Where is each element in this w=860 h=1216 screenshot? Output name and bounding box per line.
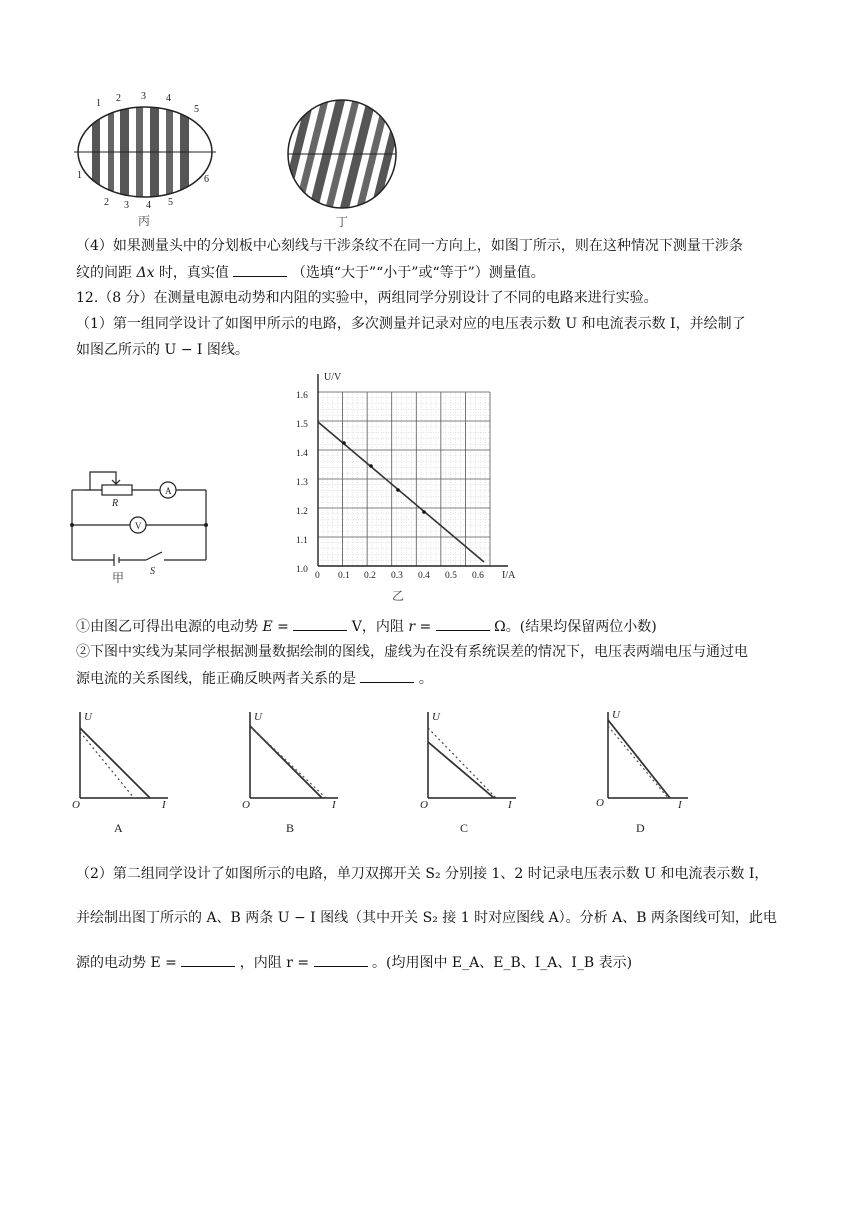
switch-icon [146, 552, 162, 560]
text-span: 纹的间距 [76, 265, 132, 281]
option-c-label: C [460, 821, 469, 835]
bing-bottom-label: 4 [146, 200, 151, 211]
origin-label: O [596, 797, 604, 809]
figure-ding [282, 94, 402, 232]
figure-bing [70, 92, 220, 232]
y-tick-label: 1.4 [296, 449, 308, 459]
axis-i-label: I [678, 799, 682, 811]
solid-line [250, 726, 322, 798]
axis-i-label: I [508, 799, 512, 811]
label-r: R [112, 498, 119, 509]
q11-part4-line2 [76, 262, 545, 283]
origin-label: O [242, 799, 250, 811]
option-c-graph[interactable] [418, 706, 538, 836]
answer-blank-e[interactable] [293, 616, 347, 631]
q12-q2-line2 [76, 668, 433, 689]
option-a-label: A [114, 821, 123, 835]
data-point [422, 510, 426, 514]
label-v: V [135, 521, 142, 531]
q12-part2-line2: 并绘制出图丁所示的 A、B 两条 U − I 图线（其中开关 S₂ 接 1 时对应图线 A）。分析 A、B 两条图线可知，此电 [76, 910, 777, 926]
y-tick-label: 1.2 [296, 507, 308, 517]
q12-q2-line1: ②下图中实线为某同学根据测量数据绘制的图线，虚线为在没有系统误差的情况下，电压表两端电压与通过电 [76, 644, 748, 660]
dashed-line [428, 728, 496, 798]
option-b-label: B [286, 821, 295, 835]
q12-header: 12.（8 分）在测量电源电动势和内阻的实验中，两组同学分别设计了不同的电路来进行实验。 [76, 290, 658, 306]
data-point [342, 441, 346, 445]
axis-i-label: I [332, 799, 336, 811]
y-tick-label: 1.3 [296, 478, 308, 488]
var-r: r [408, 619, 416, 635]
bing-side-label: 6 [204, 174, 209, 185]
var-e: E [262, 619, 273, 635]
delta-x-var: Δx [136, 265, 155, 281]
bing-top-label: 3 [141, 91, 146, 102]
text-span: 源电流的关系图线，能正确反映两者关系的是 [76, 671, 356, 687]
axis-u-label: U [84, 711, 92, 723]
dashed-line [252, 728, 326, 798]
origin-label: O [72, 799, 80, 811]
answer-blank-r2[interactable] [314, 952, 368, 967]
y-tick-label: 1.5 [296, 420, 308, 430]
y-tick-label: 1.6 [296, 391, 308, 401]
bing-side-label: 1 [77, 170, 82, 181]
data-point [369, 464, 373, 468]
options-row [70, 706, 790, 836]
text-span: （选填“大于”“小于”或“等于”）测量值。 [291, 265, 545, 281]
bing-top-label: 4 [166, 93, 171, 104]
x-tick-label: 0.4 [418, 571, 430, 581]
graph-yi [294, 370, 544, 602]
bing-top-label: 2 [116, 93, 121, 104]
x-tick-label: 0.3 [391, 571, 403, 581]
answer-blank-r[interactable] [436, 616, 490, 631]
bing-caption: 丙 [138, 214, 151, 228]
label-a: A [165, 486, 172, 496]
q12-q1-line: ①由图乙可得出电源的电动势 E = V，内阻 r = Ω。(结果均保留两位小数) [76, 616, 657, 637]
q11-part4-line1: （4）如果测量头中的分划板中心刻线与干涉条纹不在同一方向上，如图丁所示，则在这种情况下测量干涉条 [76, 238, 743, 254]
bing-bottom-label: 3 [124, 200, 129, 211]
solid-line [80, 728, 150, 798]
bing-top-label: 5 [194, 104, 199, 115]
answer-blank[interactable] [233, 262, 287, 277]
q12-part2-line3 [76, 952, 632, 973]
bing-bottom-label: 5 [168, 197, 173, 208]
x-axis-label: I/A [502, 570, 516, 581]
text-span: 。(均用图中 E_A、E_B、I_A、I_B 表示) [372, 955, 633, 971]
solid-line [428, 742, 494, 798]
q12-part1-line1: （1）第一组同学设计了如图甲所示的电路，多次测量并记录对应的电压表示数 U 和电流表示数 I，并绘制了 [76, 316, 746, 332]
solid-line [608, 720, 670, 798]
rheostat-body [102, 485, 132, 495]
option-b-graph[interactable] [240, 706, 360, 836]
q12-part2-line1: （2）第二组同学设计了如图所示的电路，单刀双掷开关 S₂ 分别接 1、2 时记录电压表示数 U 和电流表示数 I， [76, 866, 769, 882]
origin-label: O [420, 799, 428, 811]
axis-u-label: U [432, 711, 440, 723]
answer-blank-choice[interactable] [360, 668, 414, 683]
text-span: ，内阻 r = [239, 955, 310, 971]
text-span: 源的电动势 E = [76, 955, 177, 971]
text-span: 时，真实值 [158, 265, 229, 281]
graph-major-grid [318, 392, 490, 566]
x-tick-label: 0.2 [364, 571, 376, 581]
dashed-line [80, 732, 134, 798]
text-span: Ω。(结果均保留两位小数) [494, 619, 657, 635]
option-d-graph[interactable] [598, 706, 718, 836]
x-tick-label: 0.6 [472, 571, 484, 581]
x-tick-label: 0 [315, 571, 320, 581]
x-tick-label: 0.1 [338, 571, 350, 581]
option-d-label: D [636, 821, 645, 835]
x-tick-label: 0.5 [445, 571, 457, 581]
data-point [396, 488, 400, 492]
jia-caption: 甲 [112, 571, 125, 585]
answer-blank-e2[interactable] [181, 952, 235, 967]
label-s: S [150, 566, 155, 577]
q12-part1-line2: 如图乙所示的 U − I 图线。 [76, 342, 249, 358]
option-a-graph[interactable] [70, 706, 190, 836]
y-tick-label: 1.0 [296, 565, 308, 575]
yi-caption: 乙 [392, 589, 405, 603]
bing-top-label: 1 [96, 98, 101, 109]
text-span: V，内阻 [351, 619, 404, 635]
axis-u-label: U [612, 709, 620, 721]
y-axis-label: U/V [324, 372, 342, 383]
text-span: ①由图乙可得出电源的电动势 [76, 619, 258, 635]
dashed-line [608, 726, 668, 798]
axis-i-label: I [162, 799, 166, 811]
ding-caption: 丁 [336, 215, 349, 229]
bing-bottom-label: 2 [104, 197, 109, 208]
text-span: 。 [418, 671, 433, 687]
circuit-jia [66, 462, 216, 585]
axis-u-label: U [254, 711, 262, 723]
y-tick-label: 1.1 [296, 536, 308, 546]
